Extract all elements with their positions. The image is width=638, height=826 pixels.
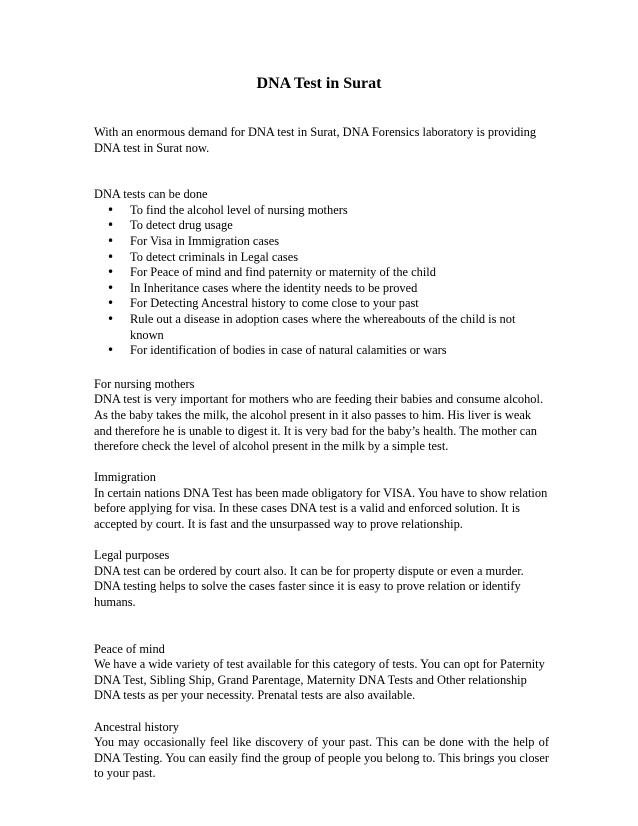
section-body: You may occasionally feel like discovery of your past. This can be done with the help of DNA Testing. You can easily find the group of people you belong to. This brings you closer to your past. bbox=[94, 735, 549, 781]
section-body: In certain nations DNA Test has been made obligatory for VISA. You have to show relation before applying for visa. In these cases DNA test is a valid and enforced solution. It is accepted by court. It is fast and the unsurpassed way to prove relationship. bbox=[94, 485, 548, 532]
section-body: We have a wide variety of test available for this category of tests. You can opt for Paternity DNA Test, Sibling Ship, Grand Parentage, Maternity DNA Tests and Other relationship DNA tests as per your necessity. Prenatal tests are also available. bbox=[94, 657, 545, 703]
section-heading: Legal purposes bbox=[94, 548, 170, 563]
list-item: • In Inheritance cases where the identity needs to be proved bbox=[107, 281, 549, 297]
section-nursing-mothers bbox=[94, 377, 549, 455]
list-item: • To detect criminals in Legal cases bbox=[107, 250, 549, 266]
section-immigration bbox=[94, 470, 549, 532]
section-heading: For nursing mothers bbox=[94, 376, 195, 391]
section-heading: Peace of mind bbox=[94, 641, 165, 656]
section-body: DNA test can be ordered by court also. It can be for property dispute or even a murder. DNA testing helps to solve the cases faster since it is easy to prove relation or identify humans. bbox=[94, 563, 524, 610]
list-item: • For identification of bodies in case of natural calamities or wars bbox=[107, 343, 549, 359]
list-heading: DNA tests can be done bbox=[94, 187, 208, 202]
list-item: • To find the alcohol level of nursing mothers bbox=[107, 203, 549, 219]
section-body: DNA test is very important for mothers who are feeding their babies and consume alcohol. As the baby takes the milk, the alcohol present in it also passes to him. His liver is weak and therefore he is unable to digest it. It is very bad for the baby’s health. The mother can therefore check the level of alcohol present in the milk by a simple test. bbox=[94, 392, 544, 454]
document-title: DNA Test in Surat bbox=[256, 75, 382, 92]
list-item: • For Detecting Ancestral history to come close to your past bbox=[107, 296, 549, 312]
section-legal-purposes bbox=[94, 548, 549, 610]
uses-list bbox=[94, 203, 549, 359]
section-ancestral-history bbox=[94, 720, 549, 782]
list-item: • For Visa in Immigration cases bbox=[107, 234, 549, 250]
list-item: • For Peace of mind and find paternity or maternity of the child bbox=[107, 265, 549, 281]
list-item: • Rule out a disease in adoption cases where the whereabouts of the child is not known bbox=[107, 312, 549, 343]
section-heading: Immigration bbox=[94, 470, 156, 485]
section-heading: Ancestral history bbox=[94, 719, 179, 734]
section-peace-of-mind bbox=[94, 642, 549, 704]
intro-paragraph: With an enormous demand for DNA test in Surat, DNA Forensics laboratory is providing DNA test in Surat now. bbox=[94, 125, 537, 155]
list-item: • To detect drug usage bbox=[107, 218, 549, 234]
document-body bbox=[94, 125, 549, 798]
